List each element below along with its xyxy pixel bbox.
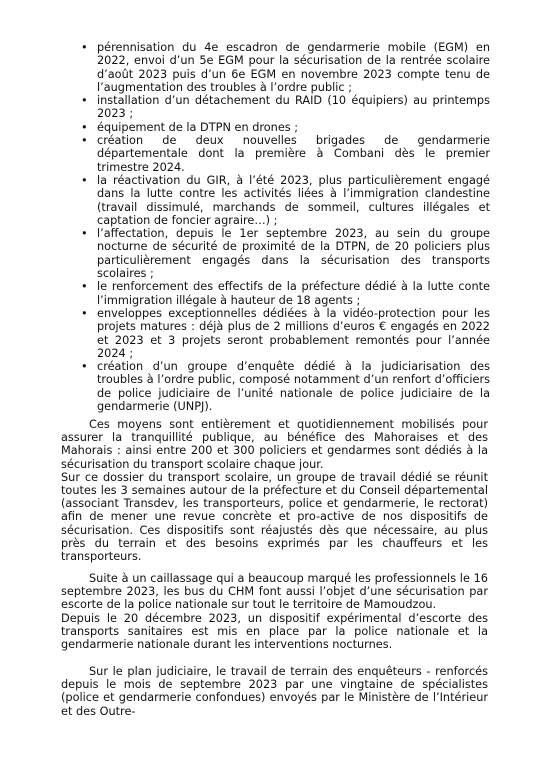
paragraph-judicial: [61, 665, 488, 718]
list-item: • création de deux nouvelles brigades de gendarmerie départementale dont la première à Combani dès le premier trimestre 2024.: [78, 134, 490, 174]
list-item: • le renforcement des effectifs de la préfecture dédié à la lutte conte l’immigration illégale à hauteur de 18 agents ;: [78, 280, 490, 307]
paragraph-escort: [61, 572, 488, 651]
paragraph-text: Suite à un caillassage qui a beaucoup marqué les professionnels le 16 septembre 2023, les bus du CHM font aussi l’objet d’une sécurisation par escorte de la police nationale sur tout le territoire de Mamoudzou.: [61, 572, 488, 612]
list-item: • la réactivation du GIR, à l’été 2023, plus particulièrement engagé dans la lutte contre les activités liées à l’immigration clandestine (travail dissimulé, marchands de sommeil, cultures illégales et captation de foncier agraire…) ;: [78, 174, 490, 227]
list-item: • installation d’un détachement du RAID (10 équipiers) au printemps 2023 ;: [78, 94, 490, 121]
list-item: • équipement de la DTPN en drones ;: [78, 121, 490, 134]
list-item: • pérennisation du 4e escadron de gendarmerie mobile (EGM) en 2022, envoi d’un 5e EGM pour la sécurisation de la rentrée scolaire d’août 2023 puis d’un 6e EGM en novembre 2023 compte tenu de l’augmentation des troubles à l’ordre public ;: [78, 41, 490, 94]
paragraph-text: Sur ce dossier du transport scolaire, un groupe de travail dédié se réunit toutes les 3 semaines autour de la préfecture et du Conseil départemental (associant Transdev, les transporteurs, police et gendarmerie, le rectorat) afin de mener une revue concrète et pro-active de nos dispositifs de sécurisation. Ces dispositifs sont réajustés dès que nécessaire, au plus près du terrain et des besoins exprimés par les chauffeurs et les transporteurs.: [61, 470, 488, 564]
paragraph-text: Sur le plan judiciaire, le travail de terrain des enquêteurs - renforcés depuis le mois de septembre 2023 par une vingtaine de spécialistes (police et gendarmerie confondues) envoyés par le Ministère de l’Intérieur et des Outre-: [61, 665, 488, 718]
list-item: • enveloppes exceptionnelles dédiées à la vidéo-protection pour les projets matures : déjà plus de 2 millions d’euros € engagés en 2022 et 2023 et 3 projets seront probablement remontés pour l’année 2024 ;: [78, 307, 490, 360]
measures-list: [78, 41, 490, 413]
paragraph-school-transport: [61, 418, 488, 563]
paragraph-text: Depuis le 20 décembre 2023, un dispositif expérimental d’escorte des transports sanitaires est mis en place par la police nationale et la gendarmerie nationale durant les interventions nocturnes.: [61, 611, 488, 652]
list-item: • création d’un groupe d’enquête dédié à la judiciarisation des troubles à l’ordre public, composé notamment d’un renfort d’officiers de police judiciaire de l’unité nationale de police judiciaire de la gendarmerie (UNPJ).: [78, 360, 490, 413]
paragraph-text: Ces moyens sont entièrement et quotidiennement mobilisés pour assurer la tranquillité publique, au bénéfice des Mahoraises et des Mahorais : ainsi entre 200 et 300 policiers et gendarmes sont dédiés à la sécurisation du transport scolaire chaque jour.: [61, 418, 488, 471]
list-item: • l’affectation, depuis le 1er septembre 2023, au sein du groupe nocturne de sécurité de proximité de la DTPN, de 20 policiers plus particulièrement engagés dans la sécurisation des transports scolaires ;: [78, 227, 490, 280]
